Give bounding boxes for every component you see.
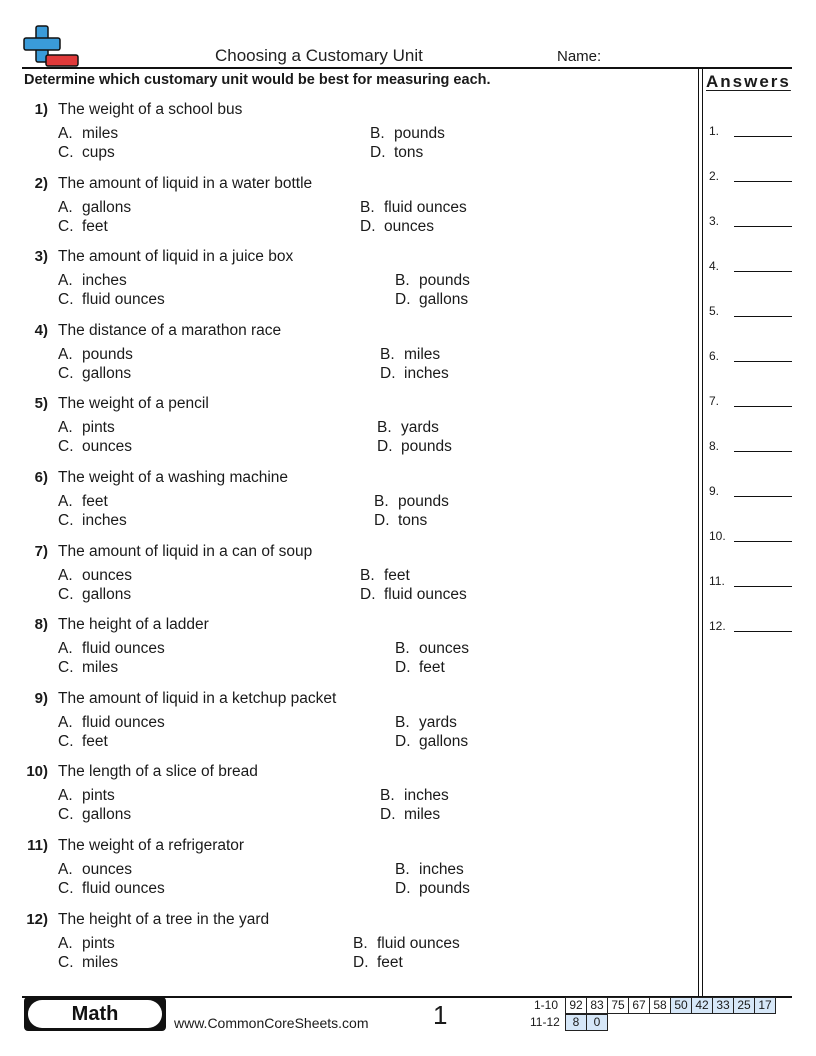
option-text: tons xyxy=(398,512,428,529)
option-letter: D. xyxy=(395,291,411,309)
answer-column-divider xyxy=(698,68,699,996)
option-letter: C. xyxy=(58,659,74,677)
option-letter: A. xyxy=(58,566,73,584)
question-text: The height of a ladder xyxy=(58,616,209,634)
option-d xyxy=(380,806,440,824)
option-c xyxy=(58,291,165,309)
question-text: The length of a slice of bread xyxy=(58,763,258,781)
answer-underline xyxy=(734,136,792,137)
option-text: inches xyxy=(82,512,127,529)
option-letter: A. xyxy=(58,640,73,658)
option-letter: A. xyxy=(58,493,73,510)
option-a xyxy=(58,346,133,364)
option-d xyxy=(395,659,445,677)
option-text: yards xyxy=(401,419,439,437)
question-number: 1) xyxy=(34,101,48,118)
option-text: feet xyxy=(82,493,108,510)
option-b xyxy=(370,125,445,143)
answer-blank[interactable] xyxy=(709,529,793,545)
option-letter: D. xyxy=(374,512,390,529)
answer-underline xyxy=(734,496,792,497)
option-letter: B. xyxy=(380,345,395,363)
option-letter: D. xyxy=(370,144,386,161)
option-text: gallons xyxy=(82,585,132,603)
option-text: miles xyxy=(404,806,441,824)
option-text: feet xyxy=(82,217,108,235)
score-cell: 75 xyxy=(607,997,629,1014)
question-item xyxy=(0,175,690,245)
answer-underline xyxy=(734,361,792,362)
option-b xyxy=(395,861,464,879)
option-d xyxy=(353,954,403,972)
option-text: pints xyxy=(82,419,115,437)
option-b xyxy=(360,199,467,217)
score-row xyxy=(566,997,776,1014)
answer-number: 9. xyxy=(709,484,720,498)
option-text: pounds xyxy=(401,438,452,456)
option-a xyxy=(58,787,115,805)
option-text: pounds xyxy=(394,125,445,142)
option-c xyxy=(58,659,118,677)
option-d xyxy=(395,733,468,751)
score-cell: 8 xyxy=(565,1014,587,1031)
option-letter: D. xyxy=(395,659,411,677)
option-c xyxy=(58,586,131,604)
answer-number: 12. xyxy=(709,619,726,633)
question-text: The amount of liquid in a ketchup packet xyxy=(58,689,337,707)
answer-underline xyxy=(734,271,792,272)
question-item xyxy=(0,543,690,613)
option-letter: A. xyxy=(58,272,73,290)
option-text: pounds xyxy=(419,880,470,897)
option-text: ounces xyxy=(82,438,132,456)
answers-heading: Answers xyxy=(706,72,791,91)
option-letter: D. xyxy=(360,217,376,235)
option-text: miles xyxy=(82,953,119,971)
answer-underline xyxy=(734,631,792,632)
option-text: gallons xyxy=(82,364,132,382)
answer-number: 6. xyxy=(709,349,720,363)
option-letter: D. xyxy=(377,438,393,456)
option-letter: D. xyxy=(395,732,411,750)
option-letter: A. xyxy=(58,787,73,805)
option-text: yards xyxy=(419,713,457,731)
option-text: inches xyxy=(419,861,464,878)
option-text: fluid ounces xyxy=(82,713,165,731)
answer-blank[interactable] xyxy=(709,124,793,140)
question-text: The amount of liquid in a water bottle xyxy=(58,174,313,192)
option-letter: B. xyxy=(395,640,410,658)
question-item xyxy=(0,248,690,318)
option-text: fluid ounces xyxy=(377,934,460,952)
option-text: miles xyxy=(82,659,119,677)
score-cell: 17 xyxy=(754,997,776,1014)
option-a xyxy=(58,567,132,585)
option-text: gallons xyxy=(419,291,469,309)
option-letter: A. xyxy=(58,419,73,437)
option-text: cups xyxy=(82,144,115,161)
option-a xyxy=(58,714,165,732)
option-b xyxy=(360,567,410,585)
option-letter: B. xyxy=(395,861,410,878)
question-number: 3) xyxy=(34,248,48,266)
score-cell: 58 xyxy=(649,997,671,1014)
option-text: inches xyxy=(82,272,127,290)
option-text: pounds xyxy=(419,272,470,290)
option-a xyxy=(58,125,118,143)
question-item xyxy=(0,469,690,539)
score-cell: 0 xyxy=(586,1014,608,1031)
score-cell: 50 xyxy=(670,997,692,1014)
option-text: feet xyxy=(82,732,108,750)
question-item xyxy=(0,101,690,171)
question-number: 7) xyxy=(34,542,48,560)
option-text: pounds xyxy=(398,493,449,510)
question-number: 10) xyxy=(26,763,48,781)
option-text: pounds xyxy=(82,345,133,363)
answer-number: 7. xyxy=(709,394,720,408)
option-letter: D. xyxy=(380,364,396,382)
option-letter: D. xyxy=(395,880,411,897)
option-d xyxy=(370,144,423,162)
question-text: The distance of a marathon race xyxy=(58,321,282,339)
question-item xyxy=(0,837,690,907)
option-text: miles xyxy=(82,125,119,142)
option-letter: A. xyxy=(58,934,73,952)
answer-underline xyxy=(734,181,792,182)
option-a xyxy=(58,199,131,217)
answer-underline xyxy=(734,406,792,407)
option-d xyxy=(380,365,449,383)
question-text: The weight of a refrigerator xyxy=(58,837,245,854)
answer-number: 3. xyxy=(709,214,720,228)
option-b xyxy=(395,640,469,658)
option-d xyxy=(395,291,468,309)
option-text: gallons xyxy=(82,198,132,216)
option-letter: C. xyxy=(58,953,74,971)
option-letter: B. xyxy=(380,787,395,805)
option-letter: B. xyxy=(370,125,385,142)
plus-minus-logo-icon xyxy=(22,24,80,68)
answer-blank[interactable] xyxy=(709,169,793,185)
score-cell: 25 xyxy=(733,997,755,1014)
option-letter: D. xyxy=(380,806,396,824)
option-c xyxy=(58,438,132,456)
option-letter: C. xyxy=(58,806,74,824)
option-c xyxy=(58,365,131,383)
option-letter: B. xyxy=(360,566,375,584)
option-text: fluid ounces xyxy=(384,585,467,603)
answer-blank[interactable] xyxy=(709,259,793,275)
answer-number: 4. xyxy=(709,259,720,273)
website-link: www.CommonCoreSheets.com xyxy=(174,1015,369,1031)
option-d xyxy=(360,218,434,236)
answer-blank[interactable] xyxy=(709,484,793,500)
answer-blank[interactable] xyxy=(709,619,793,635)
option-a xyxy=(58,640,165,658)
answer-blank[interactable] xyxy=(709,214,793,230)
answer-number: 2. xyxy=(709,169,720,183)
answer-number: 11. xyxy=(709,574,725,588)
score-cell: 92 xyxy=(565,997,587,1014)
option-c xyxy=(58,880,165,898)
answer-number: 1. xyxy=(709,124,720,138)
answer-blank[interactable] xyxy=(709,574,793,590)
option-text: ounces xyxy=(384,217,434,235)
option-d xyxy=(377,438,452,456)
option-c xyxy=(58,733,108,751)
question-text: The amount of liquid in a can of soup xyxy=(58,542,313,560)
question-number: 6) xyxy=(34,469,48,486)
option-b xyxy=(377,419,439,437)
score-row-label: 11-12 xyxy=(530,1015,560,1029)
question-text: The weight of a school bus xyxy=(58,101,243,118)
option-c xyxy=(58,144,115,162)
question-number: 8) xyxy=(34,616,48,634)
option-letter: B. xyxy=(374,493,389,510)
option-letter: B. xyxy=(395,272,410,290)
question-text: The weight of a pencil xyxy=(58,395,209,413)
option-letter: A. xyxy=(58,198,73,216)
answer-blank[interactable] xyxy=(709,349,793,365)
option-text: ounces xyxy=(82,566,132,584)
answer-underline xyxy=(734,451,792,452)
question-item xyxy=(0,763,690,833)
page-title: Choosing a Customary Unit xyxy=(215,46,423,65)
question-item xyxy=(0,395,690,465)
option-c xyxy=(58,954,118,972)
option-b xyxy=(380,346,440,364)
option-letter: A. xyxy=(58,861,73,878)
option-letter: D. xyxy=(360,585,376,603)
option-text: miles xyxy=(404,345,441,363)
option-letter: D. xyxy=(353,953,369,971)
option-d xyxy=(395,880,470,898)
score-cell: 42 xyxy=(691,997,713,1014)
option-letter: C. xyxy=(58,217,74,235)
answer-underline xyxy=(734,226,792,227)
option-text: inches xyxy=(404,787,449,805)
option-text: feet xyxy=(419,659,445,677)
option-text: pints xyxy=(82,934,115,952)
question-item xyxy=(0,616,690,686)
answer-blank[interactable] xyxy=(709,394,793,410)
page-number: 1 xyxy=(433,1000,448,1030)
option-letter: A. xyxy=(58,713,73,731)
answer-column-divider xyxy=(702,68,703,996)
option-letter: C. xyxy=(58,880,74,897)
name-label: Name: xyxy=(557,48,602,65)
question-number: 2) xyxy=(34,174,48,192)
option-text: inches xyxy=(404,364,449,382)
option-text: gallons xyxy=(419,732,469,750)
score-cell: 33 xyxy=(712,997,734,1014)
option-letter: A. xyxy=(58,345,73,363)
option-b xyxy=(380,787,449,805)
answer-underline xyxy=(734,316,792,317)
option-text: fluid ounces xyxy=(82,880,165,897)
option-letter: C. xyxy=(58,732,74,750)
option-d xyxy=(374,512,427,530)
option-a xyxy=(58,935,115,953)
option-text: feet xyxy=(384,566,410,584)
option-letter: C. xyxy=(58,144,74,161)
option-b xyxy=(395,272,470,290)
answer-number: 5. xyxy=(709,304,720,318)
option-b xyxy=(395,714,457,732)
answer-underline xyxy=(734,586,792,587)
option-text: ounces xyxy=(419,640,469,658)
option-b xyxy=(353,935,460,953)
question-text: The weight of a washing machine xyxy=(58,469,289,486)
question-number: 4) xyxy=(34,321,48,339)
score-cell: 83 xyxy=(586,997,608,1014)
question-text: The height of a tree in the yard xyxy=(58,910,270,928)
option-text: tons xyxy=(394,144,424,161)
option-d xyxy=(360,586,467,604)
option-letter: C. xyxy=(58,438,74,456)
subject-badge xyxy=(24,997,166,1031)
option-letter: B. xyxy=(353,934,368,952)
question-number: 9) xyxy=(34,689,48,707)
answer-number: 10. xyxy=(709,529,726,543)
question-text: The amount of liquid in a juice box xyxy=(58,248,294,266)
option-letter: B. xyxy=(377,419,392,437)
question-item xyxy=(0,690,690,760)
score-row-label: 1-10 xyxy=(534,998,559,1012)
question-item xyxy=(0,911,690,981)
answer-blank[interactable] xyxy=(709,439,793,455)
question-number: 11) xyxy=(27,837,48,854)
option-c xyxy=(58,218,108,236)
option-text: fluid ounces xyxy=(82,291,165,309)
option-letter: A. xyxy=(58,125,73,142)
option-b xyxy=(374,493,449,511)
option-text: ounces xyxy=(82,861,132,878)
answer-number: 8. xyxy=(709,439,720,453)
subject-badge-label: Math xyxy=(28,1000,162,1028)
option-c xyxy=(58,512,127,530)
instructions: Determine which customary unit would be best for measuring each. xyxy=(24,72,491,88)
option-a xyxy=(58,419,115,437)
header-rule xyxy=(22,67,792,69)
answer-underline xyxy=(734,541,792,542)
option-text: pints xyxy=(82,787,115,805)
option-c xyxy=(58,806,131,824)
option-a xyxy=(58,493,108,511)
option-text: fluid ounces xyxy=(384,198,467,216)
answer-blank[interactable] xyxy=(709,304,793,320)
option-letter: B. xyxy=(360,198,375,216)
score-cell: 67 xyxy=(628,997,650,1014)
option-a xyxy=(58,272,127,290)
question-number: 12) xyxy=(26,910,48,928)
option-text: fluid ounces xyxy=(82,640,165,658)
question-number: 5) xyxy=(34,395,48,413)
option-letter: C. xyxy=(58,364,74,382)
option-letter: B. xyxy=(395,713,410,731)
option-letter: C. xyxy=(58,291,74,309)
question-item xyxy=(0,322,690,392)
option-a xyxy=(58,861,132,879)
option-text: gallons xyxy=(82,806,132,824)
option-text: feet xyxy=(377,953,403,971)
score-row xyxy=(566,1014,608,1031)
option-letter: C. xyxy=(58,512,74,529)
option-letter: C. xyxy=(58,585,74,603)
